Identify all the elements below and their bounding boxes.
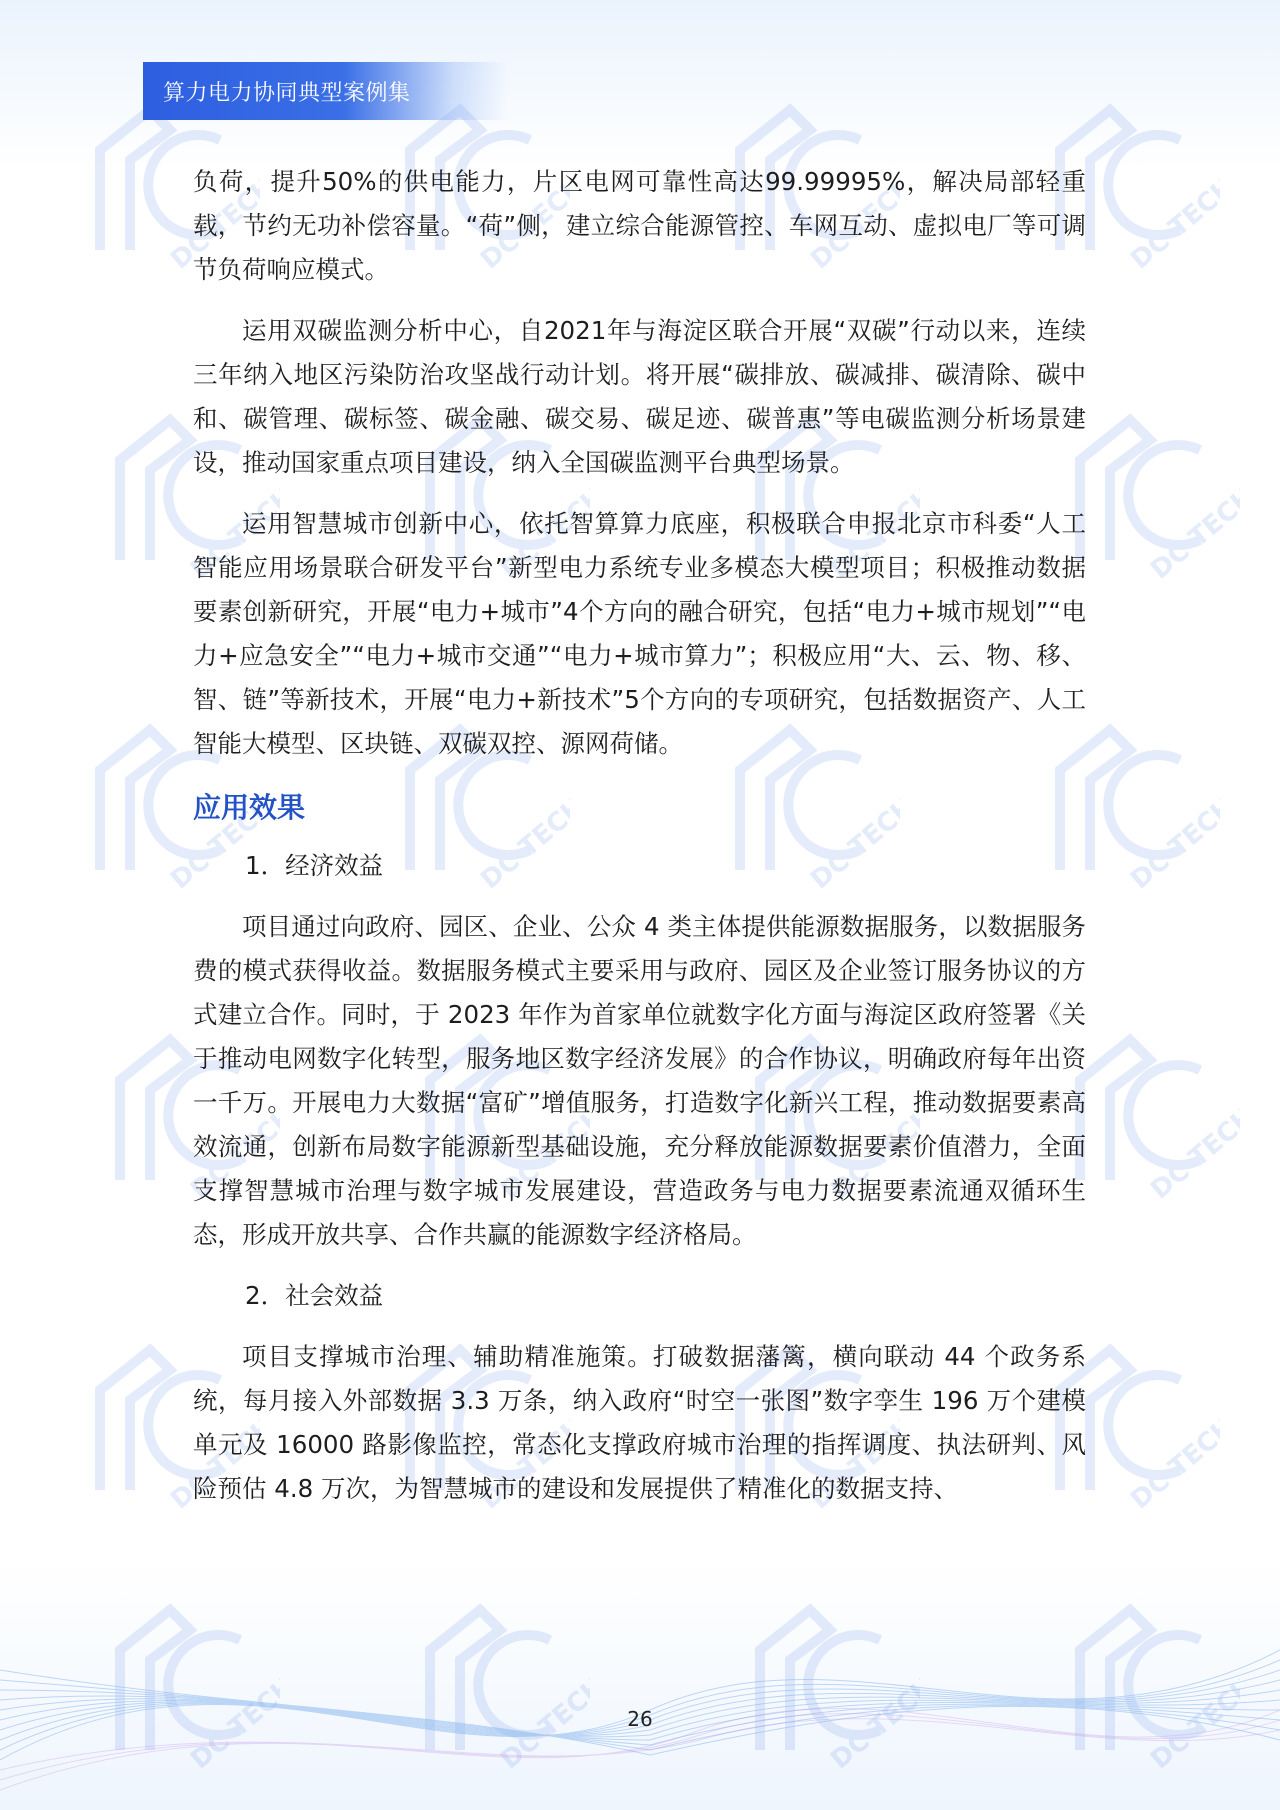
document-title: 算力电力协同典型案例集: [163, 80, 411, 106]
watermark-text: DC TECH: [475, 791, 570, 896]
watermark-text: DC TECH: [1145, 481, 1240, 586]
watermark-text: DC TECH: [805, 171, 900, 276]
watermark-text: DC TECH: [185, 1671, 280, 1776]
watermark-logo: [1040, 1580, 1240, 1780]
paragraph-continued: 负荷，提升50%的供电能力，片区电网可靠性高达99.99995%，解决局部轻重载，节约无功补偿容量。“荷”侧，建立综合能源管控、车网互动、虚拟电厂等可调节负荷响应模式。: [193, 167, 1086, 284]
section-heading: 应用效果: [193, 791, 306, 824]
watermark-text: DC TECH: [1145, 1101, 1240, 1206]
decorative-waves: [0, 1560, 1280, 1810]
page-number: 26: [627, 1707, 653, 1731]
watermark-text: DC TECH: [825, 481, 920, 586]
watermark-text: DC TECH: [495, 1101, 590, 1206]
paragraph-economic-benefit: 项目通过向政府、园区、企业、公众 4 类主体提供能源数据服务，以数据服务费的模式获得收益。数据服务模式主要采用与政府、园区及企业签订服务协议的方式建立合作。同时，于 2023 年作为首家单位就数字化方面与海淀区政府签署《关于推动电网数字化转型，服务地区数字经济发展》的合作协议，明确政府每年出资一千万。开展电力大数据“富矿”增值服务，打造数字化新兴工程，推动数据要素高效流通，创新布局数字能源新型基础设施，充分释放能源数据要素价值潜力，全面支撑智慧城市治理与数字城市发展建设，营造政务与电力数据要素流通双循环生态，形成开放共享、合作共赢的能源数字经济格局。: [193, 912, 1086, 1249]
paragraph-social-benefit: 项目支撑城市治理、辅助精准施策。打破数据藩篱，横向联动 44 个政务系统，每月接入外部数据 3.3 万条，纳入政府“时空一张图”数字孪生 196 万个建模单元及 16000 路影像监控，常态化支撑政府城市治理的指挥调度、执法研判、风险预估 4.8 万次，为智慧城市的建设和发展提供了精准化的数据支持、: [193, 1342, 1086, 1503]
watermark-text: DC TECH: [495, 1671, 590, 1776]
watermark-text: DC TECH: [165, 171, 260, 276]
watermark-logo: [390, 1580, 590, 1780]
watermark-text: DC TECH: [805, 791, 900, 896]
watermark-text: DC TECH: [805, 1411, 900, 1516]
watermark-logo: [720, 1580, 920, 1780]
watermark-text: DC TECH: [1125, 791, 1220, 896]
watermark-icon: [720, 1580, 920, 1780]
watermark-text: DC TECH: [185, 481, 280, 586]
watermark-text: DC TECH: [825, 1101, 920, 1206]
watermark-text: DC TECH: [495, 481, 590, 586]
watermark-text: DC TECH: [165, 791, 260, 896]
document-body: [193, 160, 1086, 1528]
paragraph-smart-city: 运用智慧城市创新中心，依托智算算力底座，积极联合申报北京市科委“人工智能应用场景联合研发平台”新型电力系统专业多模态大模型项目；积极推动数据要素创新研究，开展“电力+城市”4个方向的融合研究，包括“电力+城市规划”“电力+应急安全”“电力+城市交通”“电力+城市算力”；积极应用“大、云、物、移、智、链”等新技术，开展“电力+新技术”5个方向的专项研究，包括数据资产、人工智能大模型、区块链、双碳双控、源网荷储。: [193, 509, 1086, 758]
watermark-icon: [390, 1580, 590, 1780]
watermark-icon: [80, 1580, 280, 1780]
watermark-text: DC TECH: [825, 1671, 920, 1776]
watermark-text: DC TECH: [1125, 171, 1220, 276]
watermark-text: DC TECH: [475, 171, 570, 276]
watermark-text: DC TECH: [1125, 1411, 1220, 1516]
subsection-title-economic: 1．经济效益: [245, 851, 384, 880]
subsection-title-social: 2．社会效益: [245, 1281, 384, 1310]
header-bar: [143, 62, 508, 120]
watermark-text: DC TECH: [185, 1101, 280, 1206]
paragraph-carbon-monitoring: 运用双碳监测分析中心，自2021年与海淀区联合开展“双碳”行动以来，连续三年纳入地区污染防治攻坚战行动计划。将开展“碳排放、碳减排、碳清除、碳中和、碳管理、碳标签、碳金融、碳交易、碳足迹、碳普惠”等电碳监测分析场景建设，推动国家重点项目建设，纳入全国碳监测平台典型场景。: [193, 316, 1086, 477]
watermark-text: DC TECH: [1145, 1671, 1240, 1776]
watermark-logo: [80, 1580, 280, 1780]
watermark-text: DC TECH: [475, 1411, 570, 1516]
watermark-icon: [1040, 1580, 1240, 1780]
watermark-text: DC TECH: [165, 1411, 260, 1516]
